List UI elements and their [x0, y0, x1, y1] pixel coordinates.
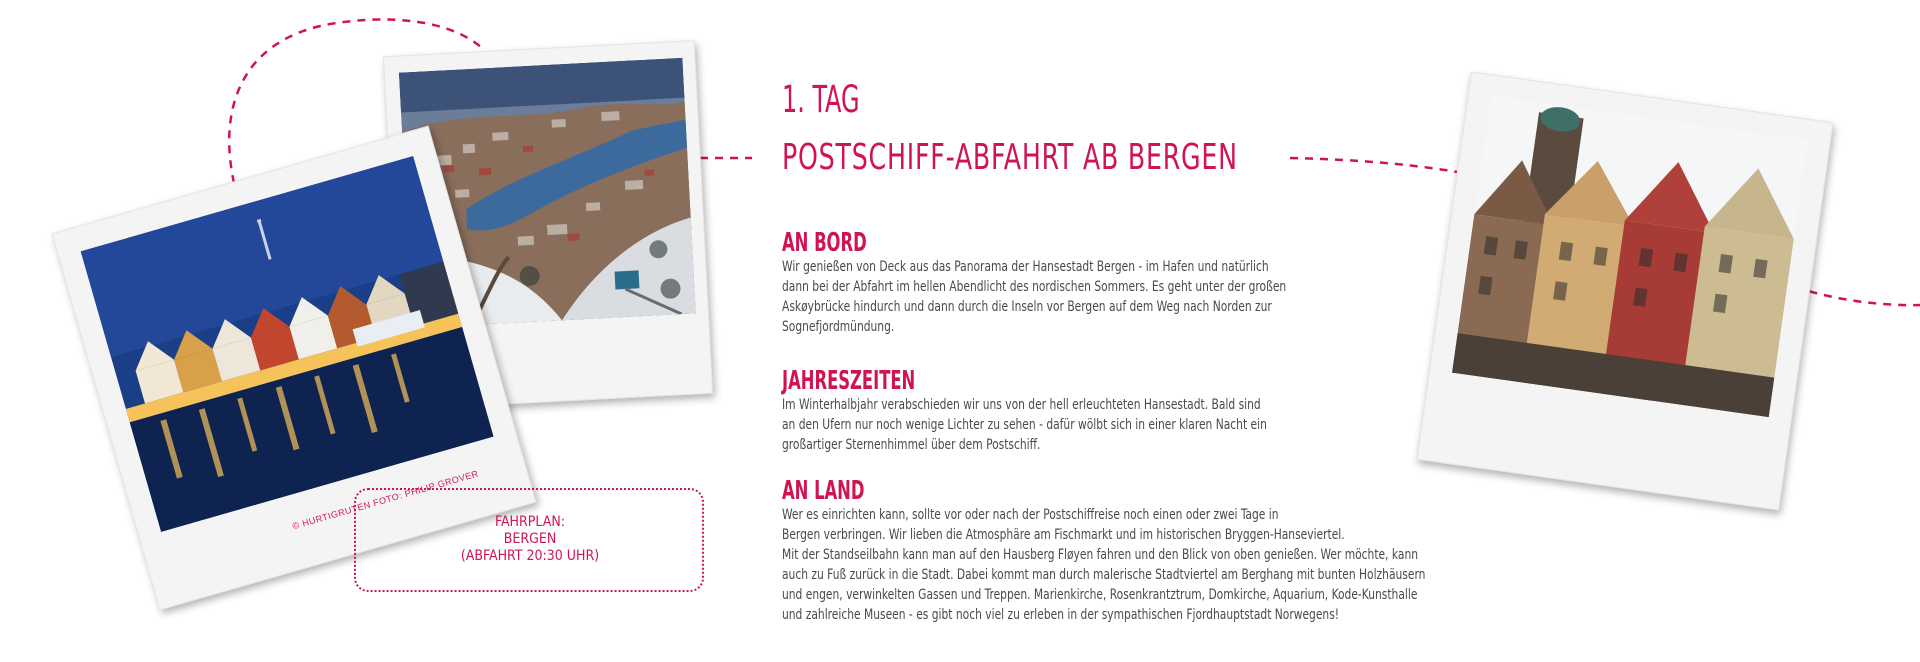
section-text: Im Winterhalbjahr verabschieden wir uns von der hell erleuchteten Hansestadt. Bald sind an den Ufern nur noch wenige Lichter zu sehen - dafür wölbt sich in einer klaren Nacht ein großartiger Sternenhimmel über dem Postschiff. — [782, 397, 1267, 453]
page-title: POSTSCHIFF-ABFAHRT AB BERGEN — [782, 137, 1238, 178]
schedule-label: FAHRPLAN: — [494, 514, 565, 530]
section-an-land — [782, 478, 1567, 625]
section-an-bord — [782, 230, 1397, 337]
section-text: Wir genießen von Deck aus das Panorama der Hansestadt Bergen - im Hafen und natürlich dann bei der Abfahrt im hellen Abendlicht des nordischen Sommers. Es geht unter der großen Askøybrücke hindurch und dann durch die Inseln vor Bergen auf dem Weg nach Norden zur Sognefjordmündung. — [782, 259, 1287, 335]
bryggen-houses-photo — [1452, 95, 1808, 417]
schedule-departure: (ABFAHRT 20:30 UHR) — [460, 548, 600, 564]
section-text: Wer es einrichten kann, sollte vor oder nach der Postschiffreise noch einen oder zwei Tage in Bergen verbringen. Wir lieben die Atmosphäre am Fischmarkt und im historischen Bryggen-Hanseviertel. Mit der Standseilbahn kann man auf den Hausberg Fløyen fahren und den Blick von oben genießen. Wer möchte, kann auch zu Fuß zurück in die Stadt. Dabei kommt man durch malerische Stadtviertel am Berghang mit bunten Holzhäusern und engen, verwinkelten Gassen und Treppen. Marienkirche, Rosenkrantztrum, Domkirche, Aquarium, Kode-Kunsthalle und zahlreiche Museen - es gibt noch viel zu erleben in der sympathischen Fjordhauptstadt Norwegens! — [782, 507, 1426, 623]
photo-credit: © HURTIGRUTEN FOTO: PHILIP GROVER — [291, 468, 480, 532]
polaroid-bryggen — [1417, 71, 1834, 510]
section-jahreszeiten — [782, 368, 1373, 455]
section-heading: AN BORD — [782, 228, 867, 258]
schedule-port: BERGEN — [503, 531, 557, 547]
schedule-text — [420, 514, 640, 565]
day-label: 1. TAG — [782, 78, 860, 121]
section-heading: JAHRESZEITEN — [782, 366, 916, 396]
night-harbour-photo — [81, 156, 494, 532]
section-heading: AN LAND — [782, 476, 865, 506]
